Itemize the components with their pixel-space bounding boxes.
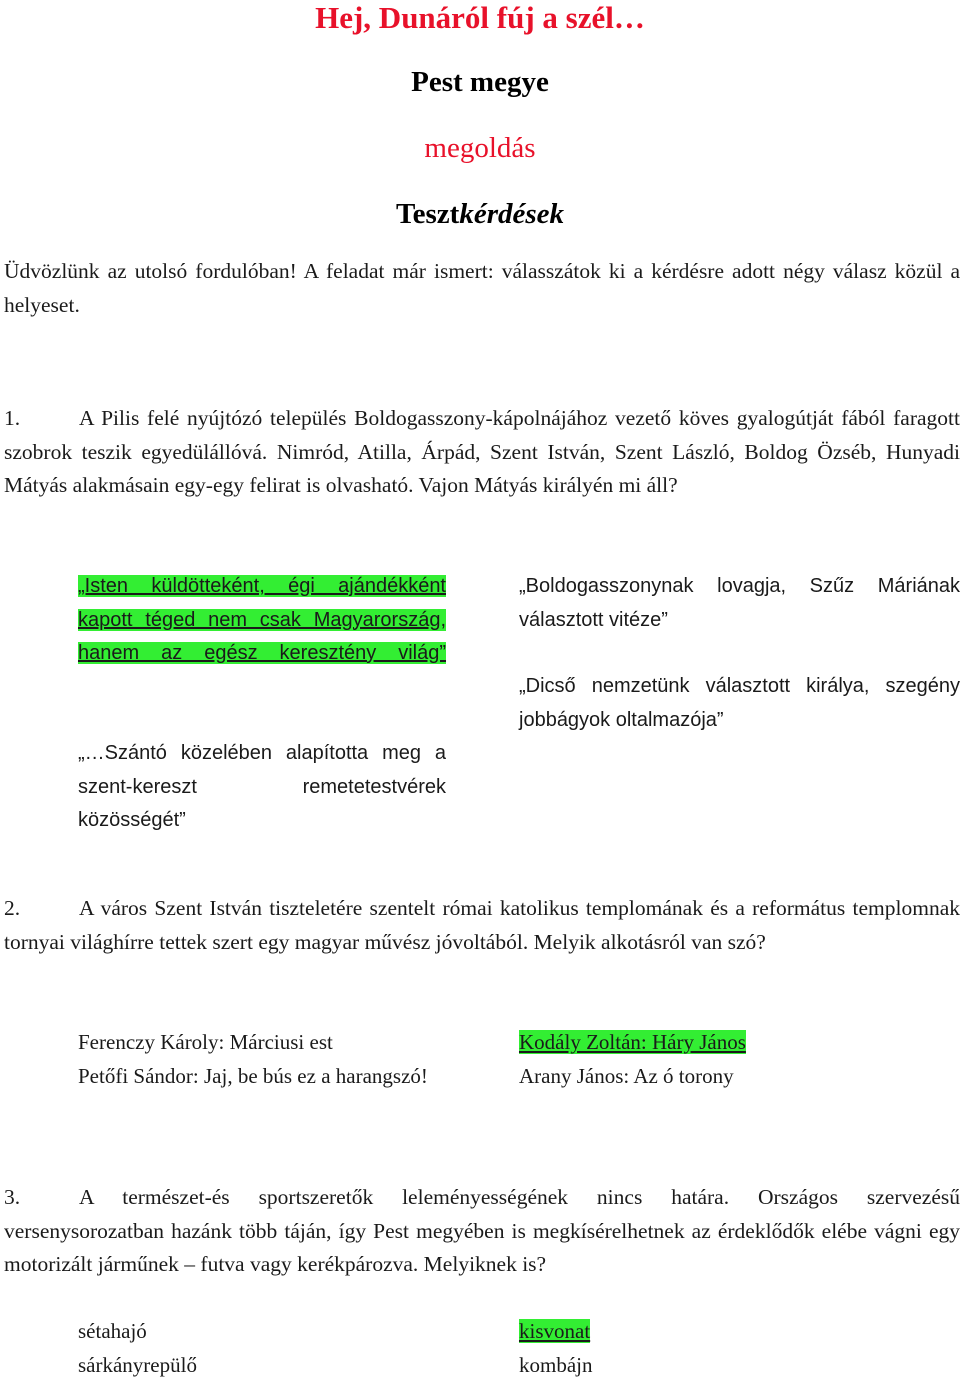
solution-label: megoldás — [424, 132, 536, 164]
q2-correct-answer: Kodály Zoltán: Háry János — [519, 1030, 746, 1054]
question-1 — [4, 402, 960, 503]
q1-answer-d: „Dicső nemzetünk választott királya, szegény jobbágyok oltalmazója” — [519, 675, 960, 731]
q3-answer-c: sárkányrepülő — [78, 1353, 197, 1377]
county-heading: Pest megye — [411, 66, 549, 98]
q2-answer-b — [519, 1026, 960, 1060]
q2-answer-a: Ferenczy Károly: Márciusi est — [78, 1030, 333, 1054]
question-3-text: A természet-és sportszeretők leleményességének nincs határa. Országos szervezésű versenysorozatban hazánk több táján, így Pest megyében is megkísérelhetnek az érdeklődők elébe vágni egy motorizált járműnek – futva vagy kerékpározva. Melyiknek is? — [4, 1185, 960, 1276]
q3-answer-d: kombájn — [519, 1353, 593, 1377]
q3-answer-b — [519, 1315, 960, 1349]
q3-answer-a: sétahajó — [78, 1319, 147, 1343]
q1-answer-b: „Boldogasszonynak lovagja, Szűz Máriának választott vitéze” — [519, 575, 960, 631]
test-questions-heading — [0, 196, 960, 232]
q1-answer-a — [78, 570, 446, 671]
question-2 — [4, 892, 960, 959]
intro-paragraph: Üdvözlünk az utolsó fordulóban! A feladat már ismert: válasszátok ki a kérdésre adott négy válasz közül a helyeset. — [4, 259, 960, 317]
question-3-number: 3. — [4, 1185, 21, 1209]
question-1-number: 1. — [4, 406, 21, 430]
q2-answer-c: Petőfi Sándor: Jaj, be bús ez a harangszó! — [78, 1064, 428, 1088]
q1-answer-c: „…Szántó közelében alapította meg a szent-kereszt remetetestvérek közösségét” — [78, 742, 446, 831]
q2-answer-d: Arany János: Az ó torony — [519, 1064, 734, 1088]
tests-heading-part2: kérdések — [459, 198, 565, 230]
question-3 — [4, 1181, 960, 1282]
question-1-text: A Pilis felé nyújtózó település Boldogasszony-kápolnájához vezető köves gyalogútját fából faragott szobrok teszik egyedülállóvá. Nimród, Atilla, Árpád, Szent István, Szent László, Boldog Özséb, Hunyadi Mátyás alakmásain egy-egy felirat is olvasható. Vajon Mátyás királyén mi áll? — [4, 406, 960, 497]
document-title: Hej, Dunáról fúj a szél… — [315, 0, 645, 35]
tests-heading-part1: Teszt — [395, 198, 460, 230]
q1-correct-answer: „Isten küldötteként, égi ajándékként kapott téged nem csak Magyarország, hanem az egész keresztény világ” — [78, 575, 446, 664]
question-2-number: 2. — [4, 896, 21, 920]
q3-correct-answer: kisvonat — [519, 1319, 591, 1343]
question-2-text: A város Szent István tiszteletére szentelt római katolikus templomának és a református templomnak tornyai világhírre tettek szert egy magyar művész jóvoltából. Melyik alkotásról van szó? — [4, 896, 960, 954]
